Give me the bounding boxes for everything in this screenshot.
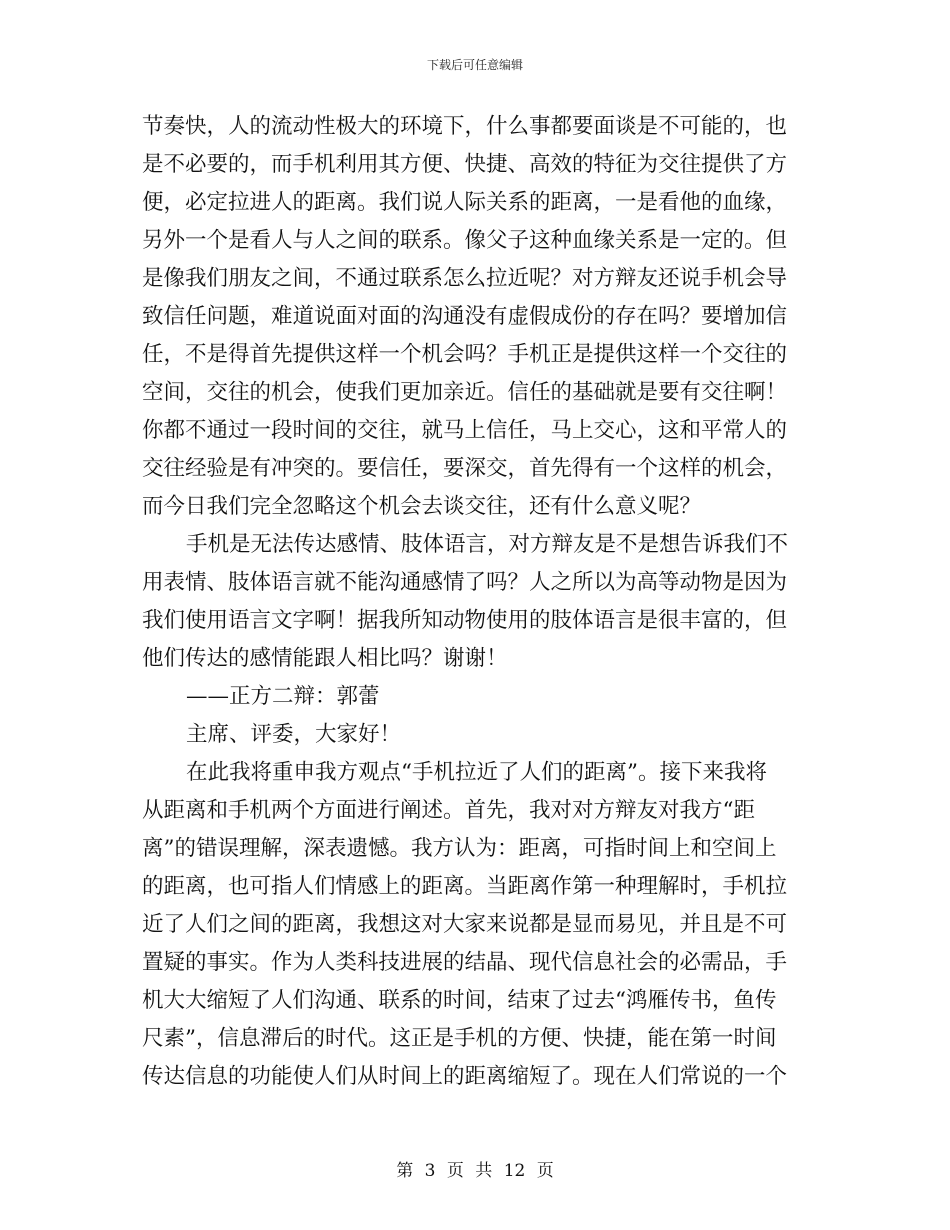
text-line: 你都不通过一段时间的交往，就马上信任，马上交心，这和平常人的 bbox=[142, 418, 788, 443]
text-line: 用表情、肢体语言就不能沟通感情了吗？人之所以为高等动物是因为 bbox=[142, 570, 788, 595]
text-line: 机大大缩短了人们沟通、联系的时间，结束了过去“鸿雁传书，鱼传 bbox=[142, 988, 777, 1013]
text-line: 他们传达的感情能跟人相比吗？谢谢！ bbox=[142, 646, 508, 671]
text-line: 近了人们之间的距离，我想这对大家来说都是显而易见，并且是不可 bbox=[142, 912, 788, 937]
text-line: ——正方二辩：郭蕾 bbox=[186, 684, 380, 709]
text-line: 另外一个是看人与人之间的联系。像父子这种血缘关系是一定的。但 bbox=[142, 228, 788, 253]
text-line: 任，不是得首先提供这样一个机会吗？手机正是提供这样一个交往的 bbox=[142, 342, 788, 367]
text-line: 是像我们朋友之间，不通过联系怎么拉近呢？对方辩友还说手机会导 bbox=[142, 266, 788, 291]
text-line: 主席、评委，大家好！ bbox=[186, 722, 402, 747]
text-line: 空间，交往的机会，使我们更加亲近。信任的基础就是要有交往啊！ bbox=[142, 380, 788, 405]
text-line: 离”的错误理解，深表遗憾。我方认为：距离，可指时间上和空间上 bbox=[142, 836, 777, 861]
text-line: 传达信息的功能使人们从时间上的距离缩短了。现在人们常说的一个 bbox=[142, 1064, 788, 1089]
text-line: 从距离和手机两个方面进行阐述。首先，我对对方辩友对我方“距 bbox=[142, 798, 755, 823]
document-body bbox=[142, 108, 810, 1096]
text-line: 置疑的事实。作为人类科技进展的结晶、现代信息社会的必需品，手 bbox=[142, 950, 788, 975]
text-line: 便，必定拉进人的距离。我们说人际关系的距离，一是看他的血缘， bbox=[142, 190, 788, 215]
text-line: 是不必要的，而手机利用其方便、快捷、高效的特征为交往提供了方 bbox=[142, 152, 788, 177]
page-footer-number: 第 3 页 共 12 页 bbox=[396, 1161, 554, 1181]
text-line: 而今日我们完全忽略这个机会去谈交往，还有什么意义呢？ bbox=[142, 494, 702, 519]
page-header-note: 下载后可任意编辑 bbox=[426, 58, 523, 72]
text-line: 手机是无法传达感情、肢体语言，对方辩友是不是想告诉我们不 bbox=[186, 532, 789, 557]
text-line: 交往经验是有冲突的。要信任，要深交，首先得有一个这样的机会， bbox=[142, 456, 788, 481]
text-line: 的距离，也可指人们情感上的距离。当距离作第一种理解时，手机拉 bbox=[142, 874, 788, 899]
text-line: 尺素”，信息滞后的时代。这正是手机的方便、快捷，能在第一时间 bbox=[142, 1026, 777, 1051]
text-line: 我们使用语言文字啊！据我所知动物使用的肢体语言是很丰富的，但 bbox=[142, 608, 788, 633]
text-line: 节奏快，人的流动性极大的环境下，什么事都要面谈是不可能的，也 bbox=[142, 114, 788, 139]
text-line: 在此我将重申我方观点“手机拉近了人们的距离”。接下来我将 bbox=[186, 760, 767, 785]
text-line: 致信任问题，难道说面对面的沟通没有虚假成份的存在吗？要增加信 bbox=[142, 304, 788, 329]
